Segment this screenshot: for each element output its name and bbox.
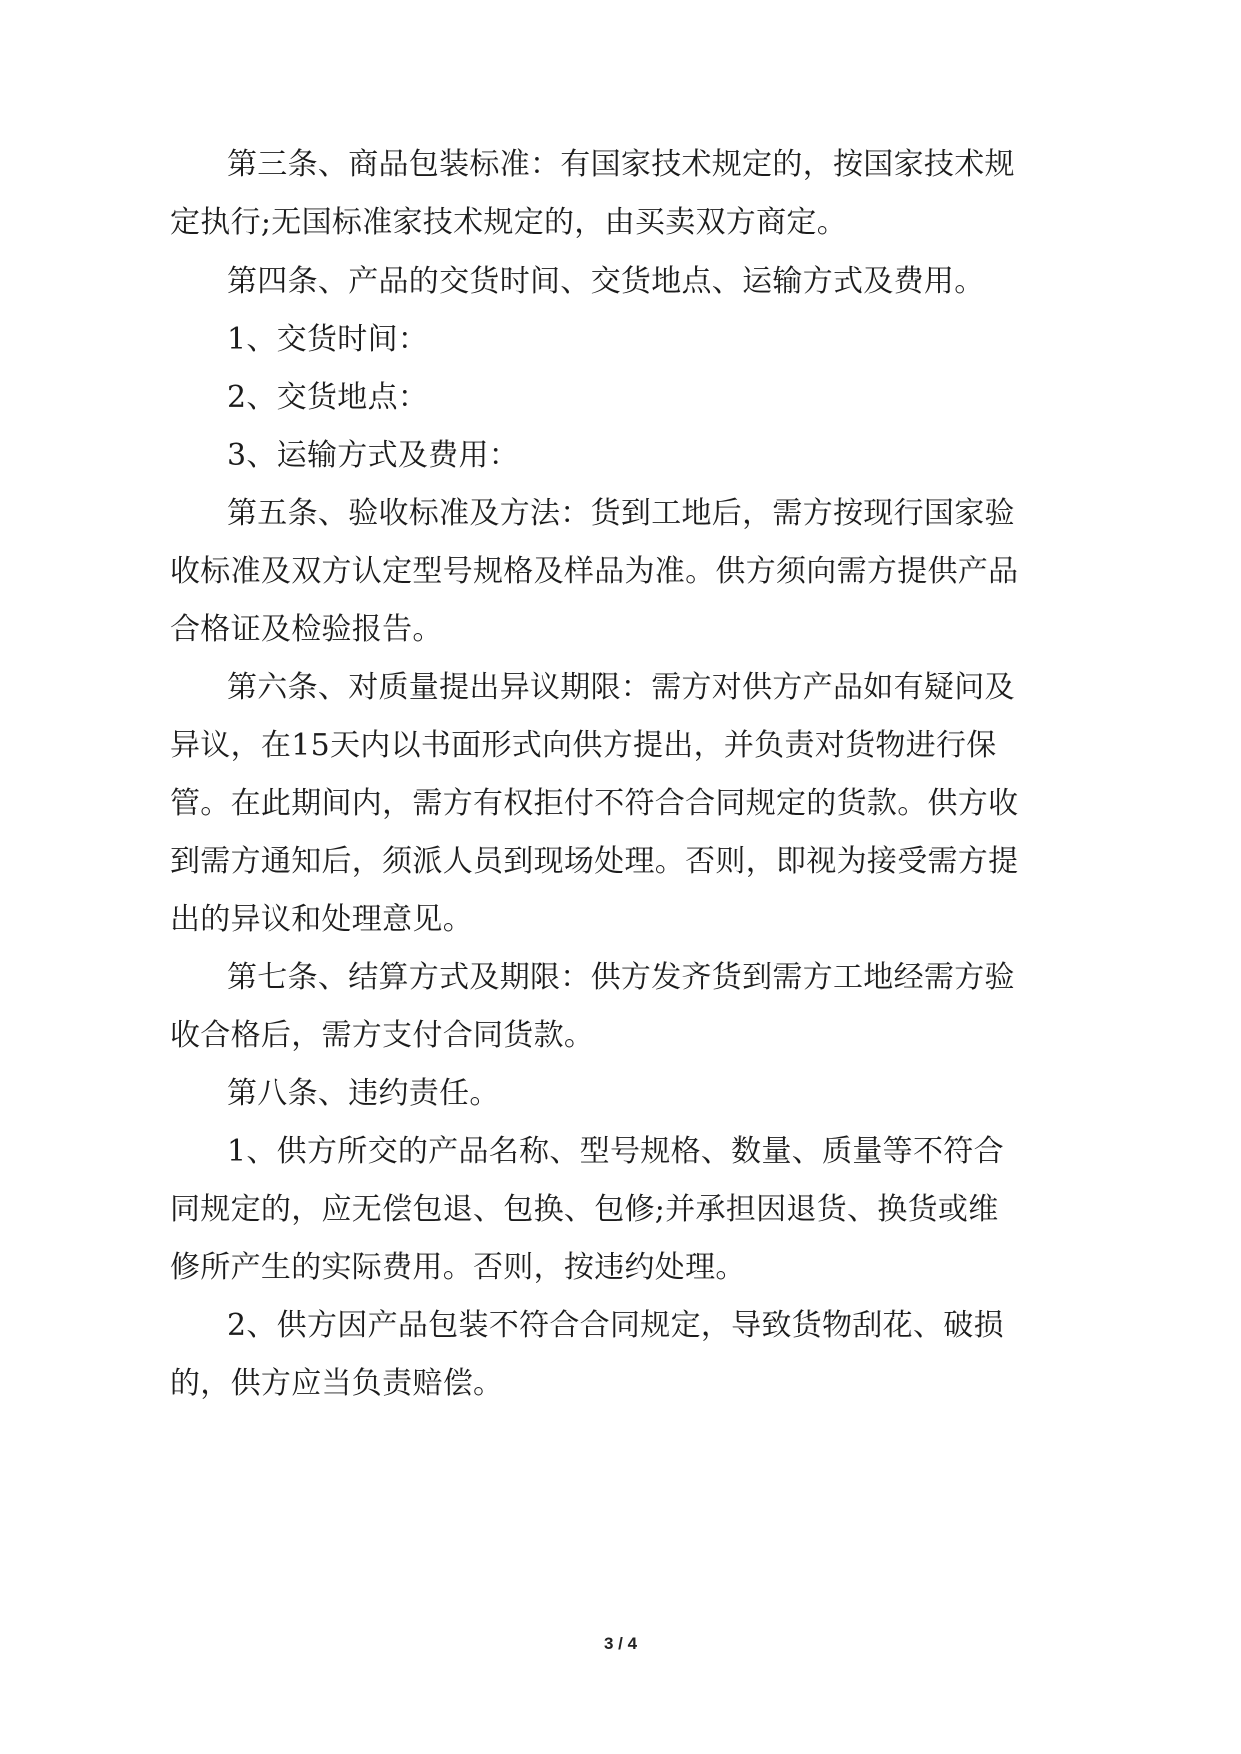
paragraph-line: 定执行;无国标准家技术规定的，由买卖双方商定。 [170,205,848,240]
paragraph-line: 第七条、结算方式及期限：供方发齐货到需方工地经需方验 [227,960,1015,995]
paragraph-line: 收合格后，需方支付合同货款。 [170,1018,595,1053]
paragraph-line: 异议，在15天内以书面形式向供方提出，并负责对货物进行保 [170,728,997,763]
paragraph-line: 出的异议和处理意见。 [170,902,473,937]
paragraph-line: 第三条、商品包装标准：有国家技术规定的，按国家技术规 [227,147,1015,182]
paragraph-line: 修所产生的实际费用。否则，按违约处理。 [170,1250,746,1285]
page-number: 3 / 4 [603,1634,638,1653]
paragraph-line: 合格证及检验报告。 [170,612,443,647]
paragraph-line: 同规定的，应无偿包退、包换、包修;并承担因退货、换货或维 [170,1192,999,1227]
paragraph-line: 3、运输方式及费用： [227,438,520,473]
paragraph-line: 1、交货时间： [227,322,429,357]
paragraph-line: 到需方通知后，须派人员到现场处理。否则，即视为接受需方提 [170,844,1019,879]
paragraph-line: 第八条、违约责任。 [227,1076,500,1111]
paragraph-line: 2、供方因产品包装不符合合同规定，导致货物刮花、破损 [227,1308,1004,1343]
paragraph-line: 1、供方所交的产品名称、型号规格、数量、质量等不符合 [227,1134,1004,1169]
paragraph-line: 的，供方应当负责赔偿。 [170,1366,504,1401]
paragraph-line: 第四条、产品的交货时间、交货地点、运输方式及费用。 [227,264,985,299]
paragraph-line: 管。在此期间内，需方有权拒付不符合合同规定的货款。供方收 [170,786,1019,821]
paragraph-line: 收标准及双方认定型号规格及样品为准。供方须向需方提供产品 [170,554,1019,589]
paragraph-line: 2、交货地点： [227,380,429,415]
paragraph-line: 第五条、验收标准及方法：货到工地后，需方按现行国家验 [227,496,1015,531]
paragraph-line: 第六条、对质量提出异议期限：需方对供方产品如有疑问及 [227,670,1015,705]
